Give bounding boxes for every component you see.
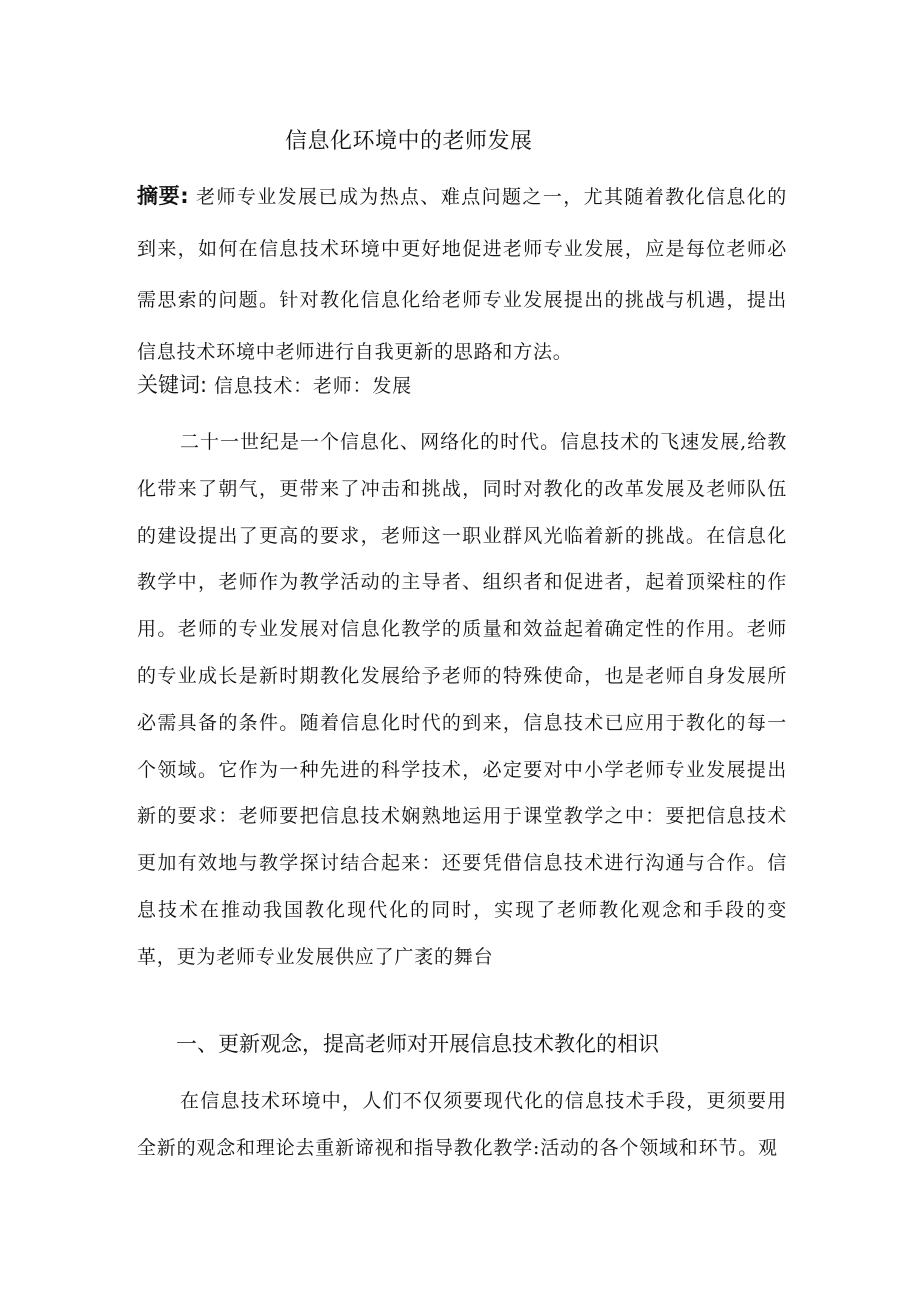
keywords-text: 信息技术：老师：发展 <box>207 375 412 397</box>
document-title: 信息化环境中的老师发展 <box>285 129 533 154</box>
keywords-line <box>137 367 787 404</box>
section-heading: 一、更新观念，提高老师对开展信息技术教化的相识 <box>176 1032 659 1056</box>
abstract-text: 老师专业发展已成为热点、难点问题之一，尤其随着教化信息化的到来，如何在信息技术环境中更好地促进老师专业发展，应是每位老师必需思索的问题。针对教化信息化给老师专业发展提出的挑战与机遇，提出信息技术环境中老师进行自我更新的思路和方法。 <box>137 186 788 363</box>
section-paragraph: 在信息技术环境中，人们不仅须要现代化的信息技术手段，更须要用全新的观念和理论去重新谛视和指导教化教学:活动的各个领域和环节。观 <box>137 1090 787 1159</box>
keywords-label: 关键词: <box>137 373 208 397</box>
intro-paragraph: 二十一世纪是一个信息化、网络化的时代。信息技术的飞速发展,给教化带来了朝气，更带来了冲击和挑战，同时对教化的改革发展及老师队伍的建设提出了更高的要求，老师这一职业群风光临着新的挑战。在信息化教学中，老师作为教学活动的主导者、组织者和促进者，起着顶梁柱的作用。老师的专业发展对信息化教学的质量和效益起着确定性的作用。老师的专业成长是新时期教化发展给予老师的特殊使命，也是老师自身发展所必需具备的条件。随着信息化时代的到来，信息技术已应用于教化的每一个领域。它作为一种先进的科学技术，必定要对中小学老师专业发展提出新的要求：老师要把信息技术娴熟地运用于课堂教学之中：要把信息技术更加有效地与教学探讨结合起来：还要凭借信息技术进行沟通与合作。信息技术在推动我国教化现代化的同时，实现了老师教化观念和手段的变革，更为老师专业发展供应了广袤的舞台 <box>137 431 787 968</box>
abstract-paragraph <box>137 171 787 378</box>
abstract-label: 摘要: <box>137 184 189 208</box>
